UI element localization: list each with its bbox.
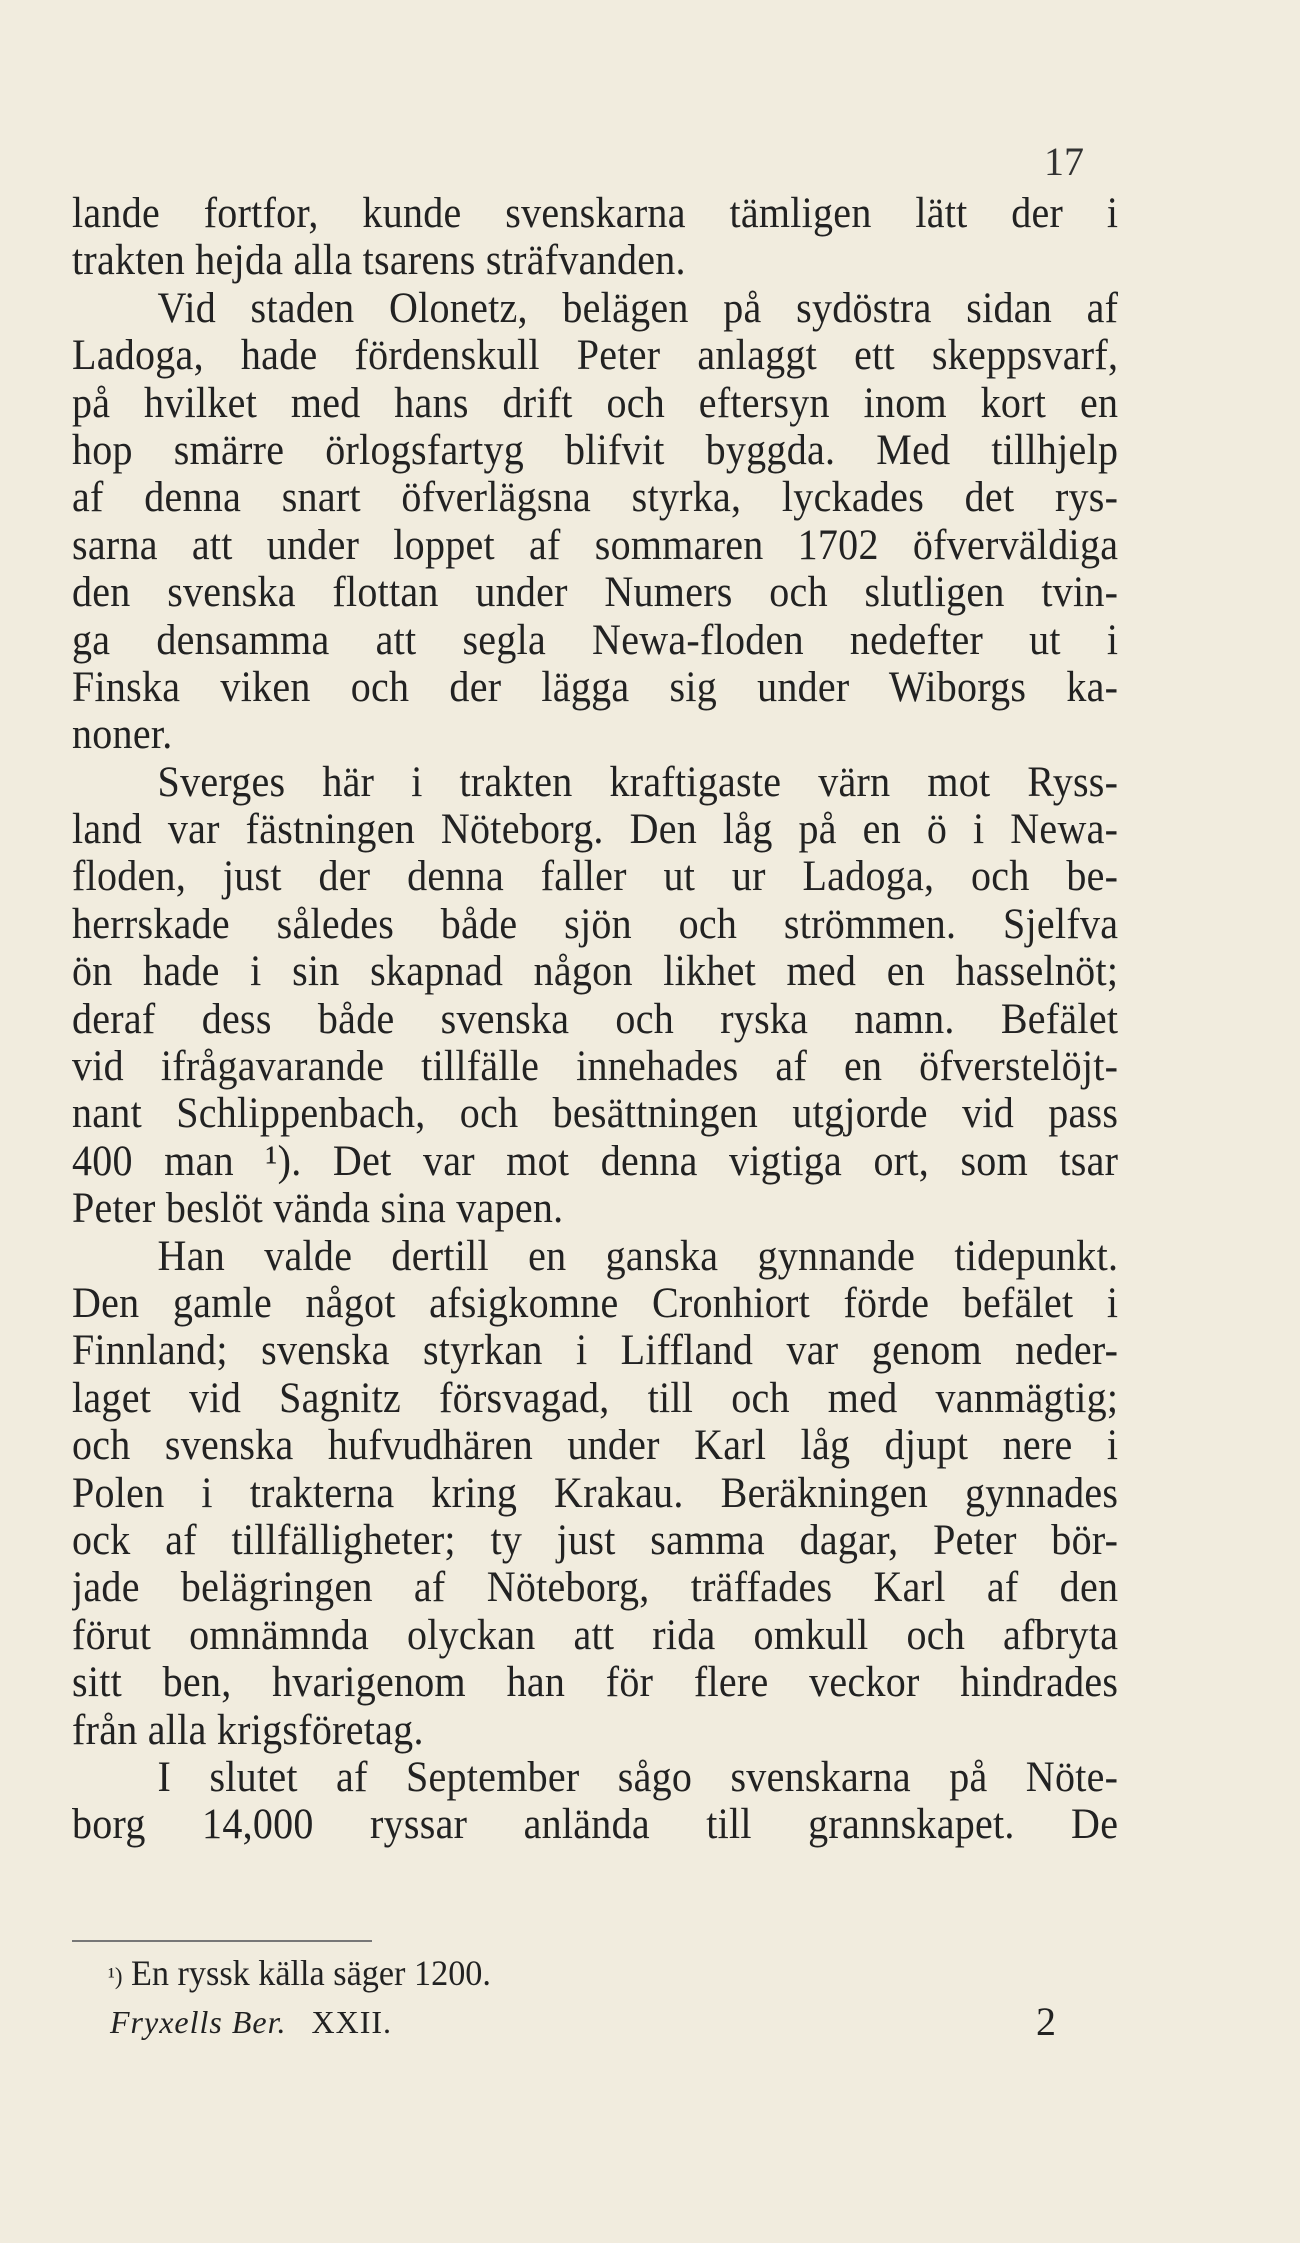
text-line: borg 14,000 ryssar anlända till grannskapet. De xyxy=(72,1801,1119,1849)
text-line: floden, just der denna faller ut ur Ladoga, och be- xyxy=(72,853,1119,901)
text-line: vid ifrågavarande tillfälle innehades af en öfverstelöjt- xyxy=(72,1043,1119,1091)
page-number: 17 xyxy=(1044,139,1084,184)
body-text xyxy=(72,190,1118,1849)
text-line: sarna att under loppet af sommaren 1702 öfverväldiga xyxy=(72,521,1119,569)
text-line: Finska viken och der lägga sig under Wiborgs ka- xyxy=(72,663,1119,711)
text-line: 400 man ¹). Det var mot denna vigtiga ort, som tsar xyxy=(72,1137,1119,1185)
text-line: jade belägringen af Nöteborg, träffades Karl af den xyxy=(72,1564,1119,1612)
text-line: Finnland; svenska styrkan i Liffland var genom neder- xyxy=(72,1327,1119,1375)
text-line: I slutet af September sågo svenskarna på Nöte- xyxy=(157,1753,1119,1801)
text-line: Peter beslöt vända sina vapen. xyxy=(72,1185,564,1233)
text-line: ock af tillfälligheter; ty just samma dagar, Peter bör- xyxy=(72,1516,1119,1564)
text-line: Den gamle något afsigkomne Cronhiort förde befälet i xyxy=(72,1279,1119,1327)
text-line: på hvilket med hans drift och eftersyn inom kort en xyxy=(72,379,1119,427)
footnote-divider xyxy=(72,1940,372,1942)
text-line: förut omnämnda olyckan att rida omkull och afbryta xyxy=(72,1611,1119,1659)
text-line: sitt ben, hvarigenom han för flere veckor hindrades xyxy=(72,1659,1119,1707)
footnote-marker: ¹) xyxy=(108,1964,123,1990)
text-line: nant Schlippenbach, och besättningen utgjorde vid pass xyxy=(72,1090,1119,1138)
text-line: noner. xyxy=(72,711,173,759)
signature-title: Fryxells Ber. xyxy=(110,2004,287,2040)
text-line: ga densamma att segla Newa-floden nedefter ut i xyxy=(72,616,1119,664)
footnote-text: En ryssk källa säger 1200. xyxy=(130,1953,491,1993)
text-line: land var fästningen Nöteborg. Den låg på en ö i Newa- xyxy=(72,806,1119,854)
text-line: ön hade i sin skapnad någon likhet med en hasselnöt; xyxy=(72,948,1119,996)
text-line: deraf dess både svenska och ryska namn. Befälet xyxy=(72,995,1119,1043)
text-line: af denna snart öfverlägsna styrka, lyckades det rys- xyxy=(72,474,1119,522)
signature-mark xyxy=(110,2004,392,2041)
text-line: hop smärre örlogsfartyg blifvit byggda. Med tillhjelp xyxy=(72,426,1119,474)
text-line: trakten hejda alla tsarens sträfvanden. xyxy=(72,237,686,285)
signature-volume: XXII. xyxy=(311,2004,393,2040)
text-line: Sverges här i trakten kraftigaste värn mot Ryss- xyxy=(157,758,1119,806)
text-line: Polen i trakterna kring Krakau. Beräkningen gynnades xyxy=(72,1469,1119,1517)
text-line: den svenska flottan under Numers och slutligen tvin- xyxy=(72,569,1119,617)
text-line: herrskade således både sjön och strömmen. Sjelfva xyxy=(72,900,1119,948)
footnote xyxy=(108,1950,491,1996)
text-line: Ladoga, hade fördenskull Peter anlaggt ett skeppsvarf, xyxy=(72,332,1119,380)
text-line: Vid staden Olonetz, belägen på sydöstra sidan af xyxy=(157,284,1119,332)
text-line: Han valde dertill en ganska gynnande tidepunkt. xyxy=(157,1232,1119,1280)
text-line: laget vid Sagnitz försvagad, till och med vanmägtig; xyxy=(72,1374,1119,1422)
text-line: lande fortfor, kunde svenskarna tämligen lätt der i xyxy=(72,190,1119,237)
text-line: och svenska hufvudhären under Karl låg djupt nere i xyxy=(72,1422,1119,1470)
sheet-number: 2 xyxy=(1036,1999,1056,2044)
text-line: från alla krigsföretag. xyxy=(72,1706,424,1754)
